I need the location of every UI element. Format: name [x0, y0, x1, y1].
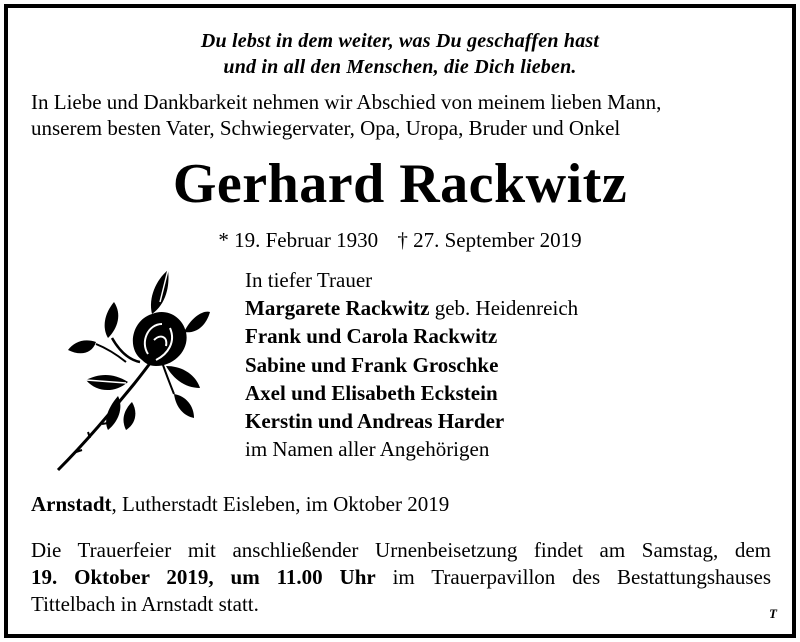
mourner-name: Frank und Carola Rackwitz: [245, 324, 498, 349]
mourner-maiden-name: geb. Heidenreich: [434, 296, 579, 321]
ceremony-line-2: [31, 565, 771, 590]
death-date: † 27. September 2019: [397, 228, 582, 252]
mourners-list: [245, 266, 578, 463]
rose-icon: [56, 262, 212, 474]
ceremony-line-1: Die Trauerfeier mit anschließender Urnenbeisetzung findet am Samstag, dem: [31, 538, 771, 562]
publisher-mark: T: [769, 606, 777, 621]
motto-line-2: und in all den Menschen, die Dich lieben.: [223, 56, 577, 78]
intro-line-2: unserem besten Vater, Schwiegervater, Opa, Uropa, Bruder und Onkel: [31, 116, 621, 140]
mourner-entry: [245, 294, 578, 322]
mourner-name: Margarete Rackwitz: [245, 296, 430, 321]
mourner-name: Axel und Elisabeth Eckstein: [245, 380, 498, 405]
mourners-heading: In tiefer Trauer: [245, 268, 373, 292]
birth-date: * 19. Februar 1930: [218, 228, 379, 252]
place-city: Arnstadt: [31, 492, 112, 516]
place-rest: , Lutherstadt Eisleben, im Oktober 2019: [111, 492, 450, 516]
motto-line-1: Du lebst in dem weiter, was Du geschaffen hast: [200, 30, 600, 52]
ceremony-line-3: Tittelbach in Arnstadt statt.: [31, 592, 259, 616]
mourners-closing: im Namen aller Angehörigen: [245, 437, 490, 462]
place-and-date: [31, 492, 449, 517]
ceremony-date-time: 19. Oktober 2019, um 11.00 Uhr: [31, 565, 376, 589]
intro-line-1: In Liebe und Dankbarkeit nehmen wir Abschied von meinem lieben Mann,: [31, 90, 662, 114]
life-dates: [0, 228, 800, 253]
deceased-name: Gerhard Rackwitz: [172, 153, 628, 215]
mourner-name: Sabine und Frank Groschke: [245, 352, 499, 377]
ceremony-location: im Trauerpavillon des Bestattungshauses: [392, 565, 771, 589]
mourner-name: Kerstin und Andreas Harder: [245, 409, 505, 434]
